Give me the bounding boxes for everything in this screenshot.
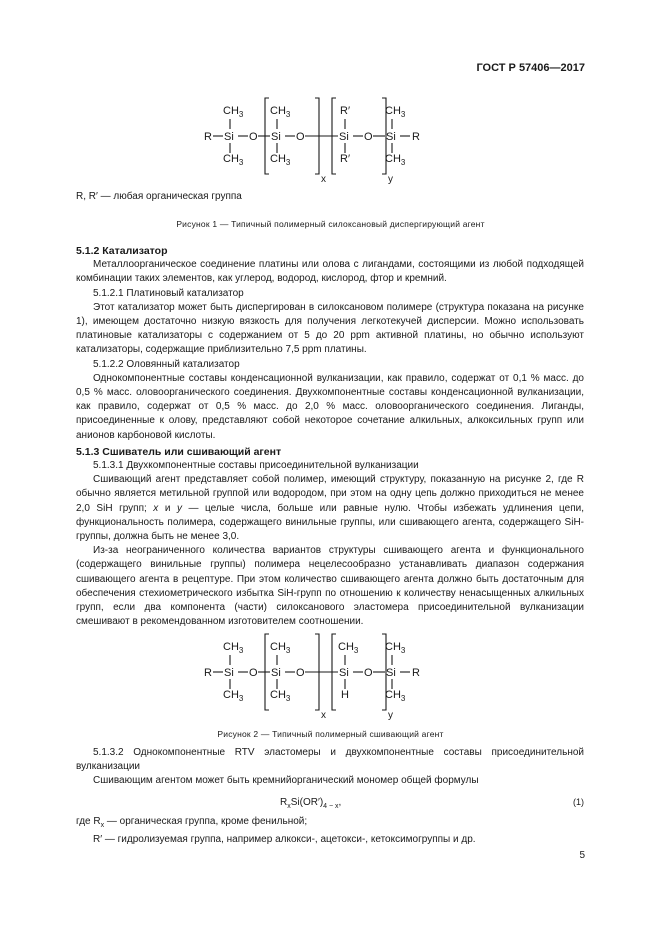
atom-si-3: Si [339, 131, 349, 143]
section-5-1-3-2 [76, 746, 584, 789]
end-group-right: R [412, 131, 420, 143]
f2-group-top-4: $CH_3$ [385, 641, 406, 655]
end-group-left: R [204, 131, 212, 143]
figure2-structure [190, 628, 450, 723]
group-bottom-4: $CH_3$ [385, 153, 406, 167]
f2-group-top-1: $CH_3$ [223, 641, 244, 655]
main-text [76, 244, 584, 629]
legend-rx [76, 815, 584, 833]
equation-number: (1) [573, 797, 584, 807]
var-y: y [176, 502, 182, 514]
paragraph-crosslinker [76, 473, 584, 544]
atom-si-1: Si [224, 131, 234, 143]
f2-end-group-left: R [204, 667, 212, 679]
legend-r-prime: R′ — гидролизуемая группа, например алкокси-, ацетокси-, кетоксимогруппы и др. [93, 834, 476, 846]
f2-group-bottom-4: $CH_3$ [385, 689, 406, 703]
paragraph-catalyst: Металлоорганическое соединение платины или олова с лигандами, состоящими из любой подходящей комбинации таких элементов, как углерод, водород, кислород, фтор и кремний. [76, 259, 584, 285]
crosslinker-text-b: — целые числа, больше или равные нулю. Чтобы избежать удлинения цепи, функциональность полимера, содержащего винильные группы, или сшивающего агента, содержащего SiH-группы, должна быть не менее 3,0. [76, 502, 584, 543]
f2-subscript-x: x [321, 710, 326, 721]
equation-1 [76, 797, 584, 811]
heading-5-1-2-1: 5.1.2.1 Платиновый катализатор [93, 287, 244, 299]
paragraph-tin: Однокомпонентные составы конденсационной вулканизации, как правило, содержат от 0,1 % масс. до 0,5 % масс. оловоорганического соединения. Двухкомпонентные составы конденсационной вулканизации, как правило, содержат от 0,5 % масс. до 2,0 % масс. оловоорганического соединения. Лиганды, присоединенные к олову, представляют собой некоторое сочетание алкильных, алкоксильных групп или анионов карбоновой кислоты. [76, 372, 584, 441]
legend-rx-b: — органическая группа, кроме фенильной; [104, 816, 308, 827]
atom-si-4: Si [386, 131, 396, 143]
group-top-4: $CH_3$ [385, 105, 406, 119]
group-top-2: $CH_3$ [270, 105, 291, 119]
paragraph-monomer: Сшивающим агентом может быть кремнийорганический мономер общей формулы [93, 775, 479, 787]
heading-5-1-3-2: 5.1.3.2 Однокомпонентные RTV эластомеры и двухкомпонентные составы присоединительной вулканизации [76, 747, 584, 773]
atom-o-2: O [296, 131, 305, 143]
f2-group-bottom-2: $CH_3$ [270, 689, 291, 703]
f2-atom-si-3: Si [339, 667, 349, 679]
legend-rx-a: где R [76, 816, 101, 827]
figure2-caption: Рисунок 2 — Типичный полимерный сшивающий агент [217, 729, 444, 739]
paragraph-quantity: Из-за неограниченного количества вариантов структуры сшивающего агента и функционального (содержащего винильные группы) полимера нецелесообразно устанавливать диапазон содержания сшивающего агента в рецептуре. При этом количество сшивающего агента должно быть достаточным для обеспечения стехиометрического избытка SiH-групп по отношению к количеству ненасыщенных алкильных групп, если два компонента (части) силоксанового эластомера присоединительной вулканизации смешивают в рекомендованном изготовителем соотношении. [76, 545, 584, 628]
group-bottom-3: R′ [340, 153, 351, 165]
atom-si-2: Si [271, 131, 281, 143]
f2-group-bottom-3: H [341, 689, 349, 701]
f2-atom-o-2: O [296, 667, 305, 679]
eq-r: R [280, 797, 288, 808]
crosslinker-and: и [158, 502, 177, 514]
f2-atom-o-1: O [249, 667, 258, 679]
f2-group-bottom-1: $CH_3$ [223, 689, 244, 703]
group-top-1: $CH_3$ [223, 105, 244, 119]
equation-legend [76, 815, 584, 847]
subscript-y: y [388, 174, 393, 185]
crosslinker-text-a: Сшивающий агент представляет собой полимер, имеющий структуру, показанную на рисунке 2, где R обычно является метильной группой или водородом, при этом на одну цепь должно приходиться не менее 2,0 SiH групп; [76, 474, 584, 514]
figure1-note: R, R′ — любая органическая группа [76, 191, 242, 202]
atom-o-3: O [364, 131, 373, 143]
legend-rx-sub: x [100, 822, 105, 829]
f2-atom-si-2: Si [271, 667, 281, 679]
eq-comma: , [338, 797, 342, 808]
document-code: ГОСТ Р 57406—2017 [476, 62, 585, 74]
f2-atom-si-4: Si [386, 667, 396, 679]
group-top-3: R′ [340, 105, 351, 117]
paragraph-platinum: Этот катализатор может быть диспергирован в силоксановом полимере (структура показана на рисунке 1), имеющем достаточно низкую вязкость для получения легкотекучей дисперсии. Можно использовать платиновые катализаторы с содержанием от 5 до 20 ppm активной платины, но обычно используют катализаторы, содержащие приблизительно 7,5 ppm платины. [76, 301, 584, 356]
eq-sub-4x: 4 − x [323, 803, 339, 810]
heading-5-1-2: 5.1.2 Катализатор [76, 245, 168, 257]
subscript-x: x [321, 174, 326, 185]
figure1-caption: Рисунок 1 — Типичный полимерный силоксановый диспергирующий агент [176, 219, 485, 229]
figure1-structure [190, 92, 450, 187]
var-x: x [153, 502, 159, 514]
f2-subscript-y: y [388, 710, 393, 721]
group-bottom-2: $CH_3$ [270, 153, 291, 167]
page-number: 5 [579, 850, 585, 861]
eq-mid: Si(OR′) [290, 797, 324, 808]
heading-5-1-2-2: 5.1.2.2 Оловянный катализатор [93, 358, 240, 370]
group-bottom-1: $CH_3$ [223, 153, 244, 167]
equation-expression [280, 797, 341, 810]
heading-5-1-3-1: 5.1.3.1 Двухкомпонентные составы присоединительной вулканизации [93, 460, 419, 472]
heading-5-1-3: 5.1.3 Сшиватель или сшивающий агент [76, 445, 282, 458]
f2-end-group-right: R [412, 667, 420, 679]
f2-group-top-3: $CH_3$ [338, 641, 359, 655]
figure2-svg [190, 628, 450, 723]
f2-group-top-2: $CH_3$ [270, 641, 291, 655]
f2-atom-o-3: O [364, 667, 373, 679]
figure1-svg [190, 92, 450, 187]
f2-atom-si-1: Si [224, 667, 234, 679]
atom-o-1: O [249, 131, 258, 143]
eq-sub-x: x [287, 803, 291, 810]
